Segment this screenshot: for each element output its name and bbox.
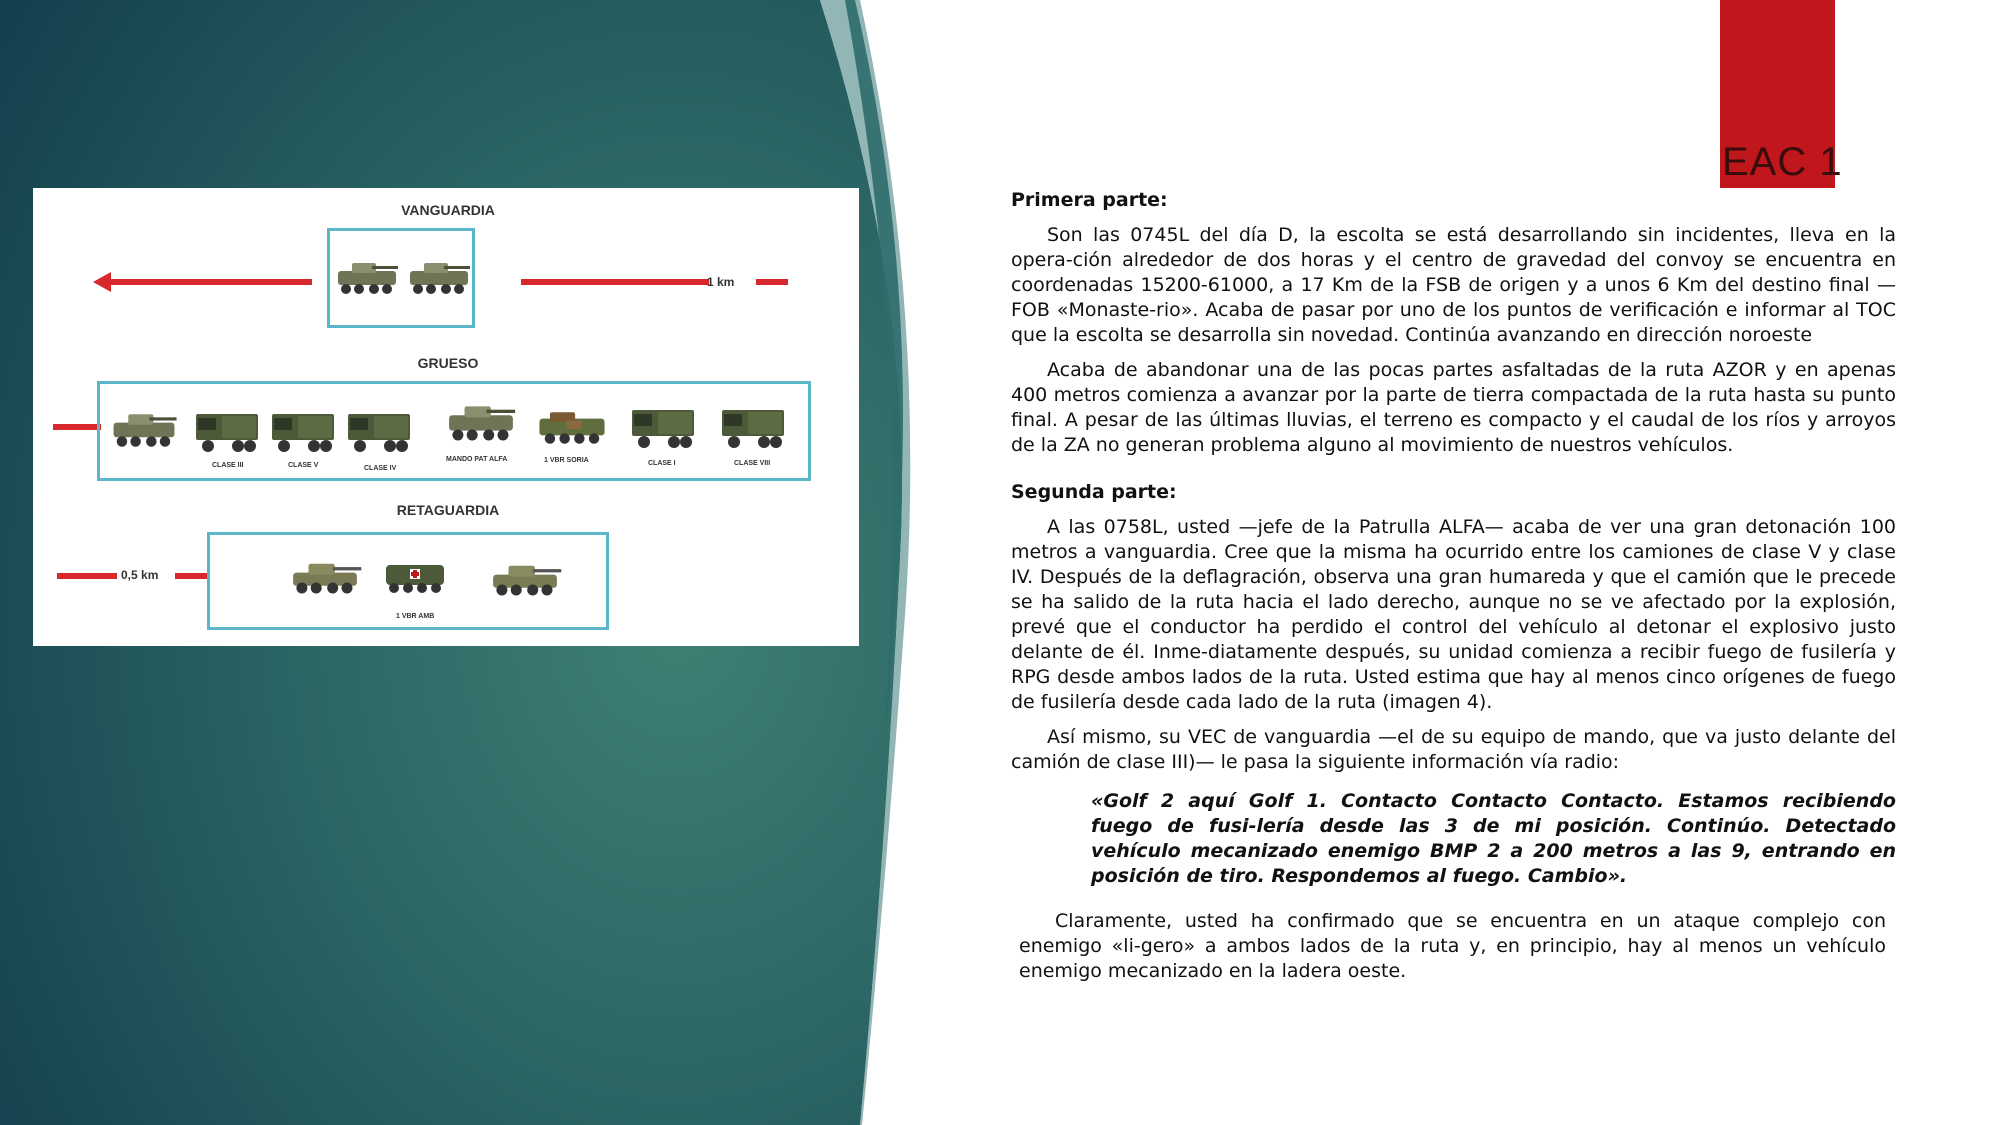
military-truck-icon: [720, 406, 786, 450]
military-truck-icon: [630, 406, 696, 450]
section-heading: Primera parte:: [1011, 189, 1168, 211]
ambulance-vehicle-icon: [380, 555, 450, 599]
radio-quote: «Golf 2 aquí Golf 1. Contacto Contacto Contacto. Estamos recibiendo fuego de fusi-lería desde las 3 de mi posición. Continúo. Detectado vehículo mecanizado enemigo BMP 2 a 200 metros a las 9, entrando en posición de tiro. Respondemos al fuego. Cambio».: [1091, 790, 1896, 887]
military-truck-icon: [346, 410, 412, 454]
wheeled-apc-icon: [332, 259, 402, 299]
wheeled-apc-icon: [404, 259, 474, 299]
retaguardia-title: RETAGUARDIA: [396, 502, 500, 518]
text-content: [1011, 188, 1896, 984]
grueso-arrow-line: [53, 424, 101, 430]
vehicle-label: 1 VBR SORIA: [544, 457, 589, 464]
wheeled-apc-icon: [438, 402, 524, 446]
retaguardia-distance: 0,5 km: [121, 568, 159, 582]
paragraph: Claramente, usted ha confirmado que se encuentra en un ataque complejo con enemigo «li-gero» a ambos lados de la ruta y, en principio, hay al menos un vehículo enemigo mecanizado en la ladera oeste.: [1019, 910, 1886, 982]
military-truck-icon: [194, 410, 260, 454]
vehicle-label: CLASE I: [648, 460, 676, 467]
retaguardia-line: [57, 573, 117, 579]
tank-icon: [480, 557, 570, 601]
vehicle-label: CLASE III: [212, 462, 244, 469]
convoy-diagram: [33, 188, 859, 646]
distance-line: [521, 279, 709, 285]
vehicle-label: CLASE VIII: [734, 460, 771, 467]
paragraph: Acaba de abandonar una de las pocas partes asfaltadas de la ruta AZOR y en apenas 400 metros comienza a avanzar por la parte de tierra compactada de la ruta hasta su punto final. A pesar de las últimas lluvias, el terreno es compacto y el caudal de los ríos y arroyos de la ZA no generan problema alguno al movimiento de nuestros vehículos.: [1011, 359, 1896, 456]
vanguardia-distance: 1 km: [707, 275, 735, 289]
direction-arrow-line: [109, 279, 312, 285]
section-heading: Segunda parte:: [1011, 481, 1177, 503]
retaguardia-box: [207, 532, 609, 630]
tank-icon: [280, 555, 370, 599]
paragraph: A las 0758L, usted —jefe de la Patrulla ALFA— acaba de ver una gran detonación 100 metros a vanguardia. Cree que la misma ha ocurrido entre los camiones de clase V y clase IV. Después de la deflagración, observa una gran humareda y que el camión que le precede se ha salido de la ruta hacia el lado derecho, aunque no se ve afectado por la explosión, prevé que el conductor ha perdido el control del vehículo al detonar el explosivo justo delante de él. Inme-diatamente después, su unidad comienza a recibir fuego de fusilería y RPG desde ambos lados de la ruta. Usted estima que hay al menos cinco orígenes de fuego de fusilería desde cada lado de la ruta (imagen 4).: [1011, 516, 1896, 713]
grueso-title: GRUESO: [417, 355, 479, 371]
slide-tag: EAC 1: [1722, 140, 1843, 184]
vehicle-label: CLASE IV: [364, 465, 397, 472]
vanguardia-box: [327, 228, 475, 328]
grueso-box: [97, 381, 811, 481]
retaguardia-line-end: [175, 573, 209, 579]
paragraph: Son las 0745L del día D, la escolta se está desarrollando sin incidentes, lleva en la opera-ción alrededor de dos horas y el centro de gravedad del convoy se encuentra en coordenadas 15200-61000, a 17 Km de la FSB de origen y a unos 6 Km del destino final —FOB «Monaste-rio». Acaba de pasar por uno de los puntos de verificación e informar al TOC que la escolta se desarrolla sin novedad. Continúa avanzando en dirección noroeste: [1011, 224, 1896, 346]
military-truck-icon: [270, 410, 336, 454]
vehicle-label: CLASE V: [288, 462, 319, 469]
paragraph: Así mismo, su VEC de vanguardia —el de su equipo de mando, que va justo delante del camión de clase III)— le pasa la siguiente información vía radio:: [1011, 726, 1896, 773]
distance-line-end: [756, 279, 788, 285]
camo-vehicle-icon: [532, 406, 612, 448]
wheeled-apc-icon: [104, 410, 184, 452]
vehicle-label: MANDO PAT ALFA: [446, 456, 508, 463]
vanguardia-title: VANGUARDIA: [401, 202, 495, 218]
vehicle-label: 1 VBR AMB: [396, 613, 435, 620]
